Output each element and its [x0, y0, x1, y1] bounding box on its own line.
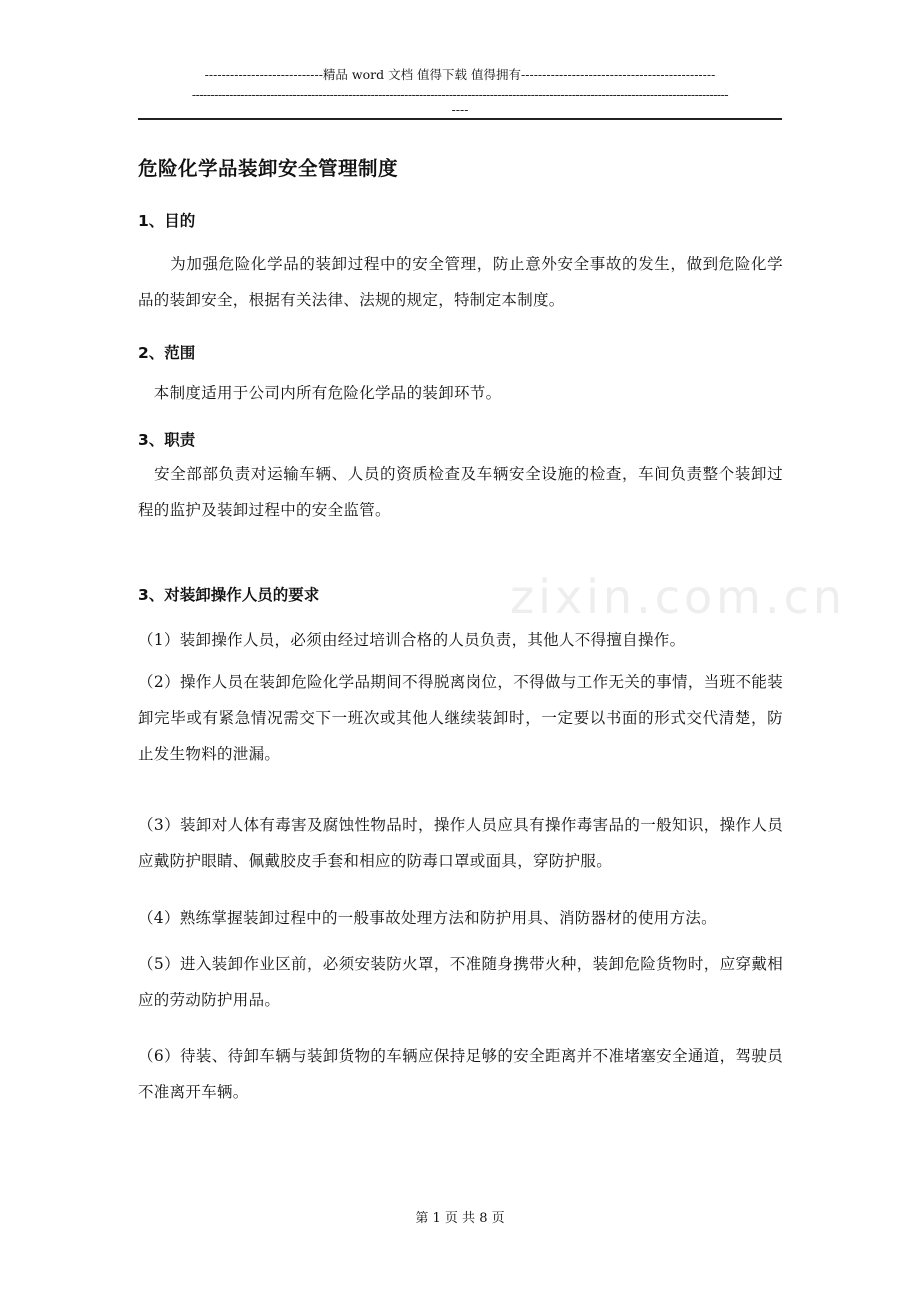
requirement-item-6: （6）待装、待卸车辆与装卸货物的车辆应保持足够的安全距离并不准堵塞安全通道，驾驶员不准离开车辆。: [138, 1047, 783, 1101]
section-text-scope: 本制度适用于公司内所有危险化学品的装卸环节。: [138, 384, 502, 402]
requirement-item-3: （3）装卸对人体有毒害及腐蚀性物品时，操作人员应具有操作毒害品的一般知识，操作人员应戴防护眼睛、佩戴胶皮手套和相应的防毒口罩或面具，穿防护服。: [138, 816, 783, 870]
requirement-item-1: （1）装卸操作人员，必须由经过培训合格的人员负责，其他人不得擅自操作。: [138, 631, 686, 649]
section-heading-duties: 3、职责: [138, 431, 196, 449]
requirement-item-4: （4）熟练掌握装卸过程中的一般事故处理方法和防护用具、消防器材的使用方法。: [138, 909, 717, 927]
section-text-purpose: 为加强危险化学品的装卸过程中的安全管理，防止意外安全事故的发生，做到危险化学品的装卸安全，根据有关法律、法规的规定，特制定本制度。: [138, 255, 783, 309]
section-heading-requirements: 3、对装卸操作人员的要求: [138, 586, 320, 604]
requirement-item-5: （5）进入装卸作业区前，必须安装防火罩，不准随身携带火种，装卸危险货物时，应穿戴相应的劳动防护用品。: [138, 955, 783, 1009]
requirement-item-2: （2）操作人员在装卸危险化学品期间不得脱离岗位，不得做与工作无关的事情，当班不能装卸完毕或有紧急情况需交下一班次或其他人继续装卸时，一定要以书面的形式交代清楚，防止发生物料的泄漏。: [138, 673, 783, 763]
document-title: 危险化学品装卸安全管理制度: [138, 157, 399, 180]
page-header-dashes: ------------------------------------------------------------------------------------------------------------------------------------------------: [191, 87, 729, 102]
page-header-banner: ----------------------------精品 word 文档 值得下载 值得拥有----------------------------------------------: [204, 67, 716, 82]
watermark: zixin.com.cn: [510, 570, 847, 624]
header-rule: [138, 118, 782, 120]
section-text-duties: 安全部部负责对运输车辆、人员的资质检查及车辆安全设施的检查，车间负责整个装卸过程的监护及装卸过程中的安全监管。: [138, 465, 783, 519]
section-heading-scope: 2、范围: [138, 344, 196, 362]
section-heading-purpose: 1、目的: [138, 212, 196, 230]
page-header-dashes-tail: ----: [451, 102, 469, 117]
page-footer: 第 1 页 共 8 页: [415, 1211, 505, 1226]
